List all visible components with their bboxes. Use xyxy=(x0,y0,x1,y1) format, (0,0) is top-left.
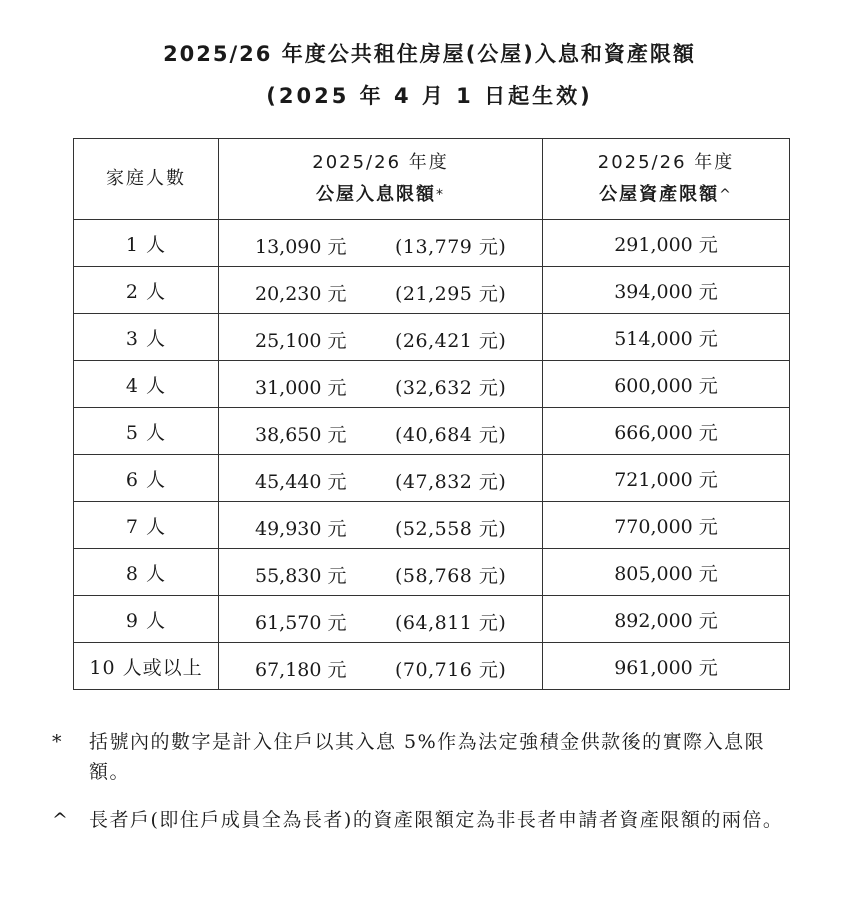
header-household-size xyxy=(74,139,219,220)
header-household-label: 家庭人數 xyxy=(106,168,186,189)
household-size-cell: 5 人 xyxy=(74,408,219,455)
income-limit-cell xyxy=(219,408,543,455)
asset-limit-cell: 514,000 元 xyxy=(543,314,790,361)
footnote-income xyxy=(52,727,792,787)
table-row xyxy=(74,549,790,596)
net-income-limit-value: (40,684 元) xyxy=(395,424,507,446)
table-row xyxy=(74,267,790,314)
household-size-cell: 3 人 xyxy=(74,314,219,361)
table-row xyxy=(74,361,790,408)
income-limit-value: 25,100 元 xyxy=(255,330,347,352)
net-income-limit-value: (70,716 元) xyxy=(395,659,507,681)
income-limit-value: 20,230 元 xyxy=(255,283,347,305)
income-limit-cell xyxy=(219,455,543,502)
header-income-year: 2025/26 年度 xyxy=(312,152,449,173)
header-income-limit xyxy=(219,139,543,220)
income-limit-value: 55,830 元 xyxy=(255,565,347,587)
income-limit-cell xyxy=(219,361,543,408)
income-limit-value: 67,180 元 xyxy=(255,659,347,681)
header-income-footnote-mark: * xyxy=(436,187,445,203)
net-income-limit-value: (21,295 元) xyxy=(395,283,507,305)
asset-limit-cell: 394,000 元 xyxy=(543,267,790,314)
income-limit-cell xyxy=(219,220,543,267)
header-asset-year: 2025/26 年度 xyxy=(597,152,735,173)
asset-limit-cell: 805,000 元 xyxy=(543,549,790,596)
net-income-limit-value: (26,421 元) xyxy=(395,330,507,352)
asset-limit-cell: 892,000 元 xyxy=(543,596,790,643)
household-size-cell: 1 人 xyxy=(74,220,219,267)
net-income-limit-value: (32,632 元) xyxy=(395,377,507,399)
household-size-cell: 6 人 xyxy=(74,455,219,502)
net-income-limit-value: (52,558 元) xyxy=(395,518,507,540)
asset-limit-cell: 600,000 元 xyxy=(543,361,790,408)
income-limit-value: 61,570 元 xyxy=(255,612,347,634)
table-header-row xyxy=(74,139,790,220)
table-row xyxy=(74,596,790,643)
income-limit-cell xyxy=(219,267,543,314)
income-limit-cell xyxy=(219,596,543,643)
asset-limit-cell: 721,000 元 xyxy=(543,455,790,502)
table-row xyxy=(74,502,790,549)
header-income-label: 公屋入息限額 xyxy=(316,184,436,205)
header-asset-label: 公屋資產限額 xyxy=(599,184,720,205)
income-limit-value: 49,930 元 xyxy=(255,518,347,540)
income-limit-value: 13,090 元 xyxy=(255,236,347,258)
net-income-limit-value: (64,811 元) xyxy=(395,612,507,634)
header-asset-limit xyxy=(543,139,790,220)
household-size-cell: 7 人 xyxy=(74,502,219,549)
asset-limit-cell: 961,000 元 xyxy=(543,643,790,690)
table-row xyxy=(74,455,790,502)
table-row xyxy=(74,220,790,267)
income-limit-value: 38,650 元 xyxy=(255,424,347,446)
footnote-caret-mark: ^ xyxy=(52,809,70,831)
table-row xyxy=(74,408,790,455)
footnote-income-text: 括號內的數字是計入住戶以其入息 5%作為法定強積金供款後的實際入息限額。 xyxy=(89,731,766,783)
income-asset-limits-table xyxy=(73,138,790,690)
footnote-asset xyxy=(52,805,792,865)
net-income-limit-value: (13,779 元) xyxy=(395,236,507,258)
income-limit-value: 45,440 元 xyxy=(255,471,347,493)
household-size-cell: 10 人或以上 xyxy=(74,643,219,690)
asset-limit-cell: 770,000 元 xyxy=(543,502,790,549)
income-limit-cell xyxy=(219,502,543,549)
document-title: 2025/26 年度公共租住房屋(公屋)入息和資產限額 xyxy=(163,42,696,66)
header-asset-footnote-mark: ^ xyxy=(719,187,733,203)
asset-limit-cell: 666,000 元 xyxy=(543,408,790,455)
net-income-limit-value: (58,768 元) xyxy=(395,565,507,587)
income-limit-cell xyxy=(219,643,543,690)
household-size-cell: 4 人 xyxy=(74,361,219,408)
asset-limit-cell: 291,000 元 xyxy=(543,220,790,267)
net-income-limit-value: (47,832 元) xyxy=(395,471,507,493)
income-limit-cell xyxy=(219,314,543,361)
household-size-cell: 8 人 xyxy=(74,549,219,596)
household-size-cell: 2 人 xyxy=(74,267,219,314)
household-size-cell: 9 人 xyxy=(74,596,219,643)
income-limit-value: 31,000 元 xyxy=(255,377,347,399)
table-row xyxy=(74,314,790,361)
table-row xyxy=(74,643,790,690)
footnote-asterisk-mark: * xyxy=(52,731,63,753)
effective-date: (2025 年 4 月 1 日起生效) xyxy=(266,84,593,108)
footnote-asset-text: 長者戶(即住戶成員全為長者)的資產限額定為非長者申請者資產限額的兩倍。 xyxy=(89,809,784,831)
income-limit-cell xyxy=(219,549,543,596)
